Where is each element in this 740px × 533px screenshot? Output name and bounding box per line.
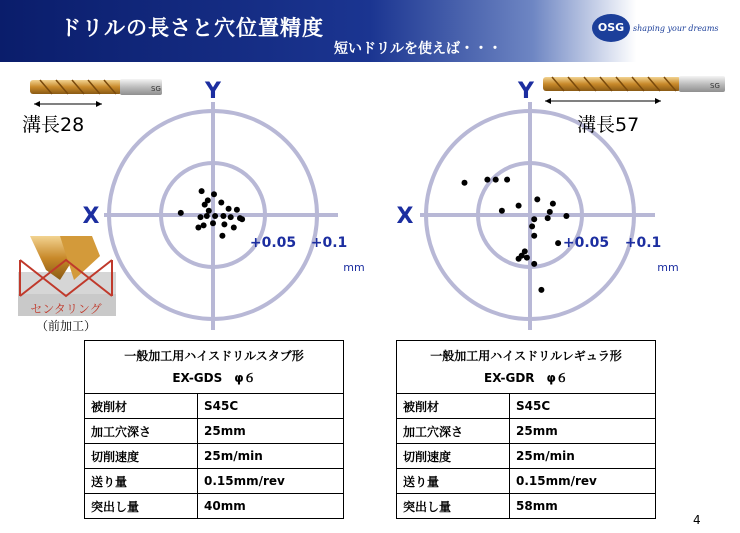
table-cell-label: 被削材 — [85, 394, 198, 419]
right-table-header-line1: 一般加工用ハイスドリルレギュラ形 — [430, 349, 622, 363]
table-cell-value: 25mm — [510, 419, 656, 444]
table-cell-value: S45C — [510, 394, 656, 419]
right-y-axis-label: Y — [518, 79, 534, 104]
left-unit-label: mm — [343, 261, 365, 274]
long-drill-marking: SG — [710, 82, 720, 90]
right-hole-point-21 — [538, 287, 544, 293]
table-row — [397, 494, 656, 519]
page-number: 4 — [693, 513, 701, 527]
right-hole-point-8 — [499, 208, 505, 214]
right-hole-point-9 — [547, 209, 553, 215]
long-drill-image — [543, 76, 725, 104]
page-title: ドリルの長さと穴位置精度 — [60, 16, 324, 40]
table-cell-label: 加工穴深さ — [85, 419, 198, 444]
left-hole-point-7 — [206, 208, 212, 214]
right-ring-label-01: +0.1 — [624, 235, 662, 251]
right-hole-point-7 — [550, 201, 556, 207]
table-row — [85, 444, 344, 469]
right-hole-point-2 — [484, 177, 490, 183]
left-hole-point-1 — [199, 188, 205, 194]
right-hole-point-17 — [524, 255, 530, 261]
table-cell-label: 突出し量 — [85, 494, 198, 519]
right-x-axis-label: X — [396, 204, 414, 229]
right-hole-point-6 — [516, 203, 522, 209]
table-row — [397, 469, 656, 494]
left-hole-point-11 — [204, 213, 210, 219]
left-hole-point-14 — [228, 214, 234, 220]
page-subtitle: 短いドリルを使えば・・・ — [334, 41, 502, 57]
left-hole-point-20 — [231, 225, 237, 231]
right-spec-table — [396, 340, 656, 519]
table-cell-label: 送り量 — [85, 469, 198, 494]
left-hole-point-19 — [195, 225, 201, 231]
right-hole-point-12 — [531, 216, 537, 222]
table-row — [397, 394, 656, 419]
table-cell-value: 58mm — [510, 494, 656, 519]
right-hole-point-4 — [504, 177, 510, 183]
right-hole-point-1 — [462, 180, 468, 186]
right-table-header — [397, 341, 656, 394]
right-hole-point-5 — [534, 196, 540, 202]
left-ring-label-01: +0.1 — [310, 235, 348, 251]
left-x-axis-label: X — [82, 204, 100, 229]
left-target-plot — [83, 79, 365, 330]
left-hole-point-17 — [210, 220, 216, 226]
table-cell-label: 被削材 — [397, 394, 510, 419]
short-drill-label: 溝長28 — [22, 114, 85, 136]
left-y-axis-label: Y — [205, 79, 221, 104]
left-hole-point-13 — [220, 213, 226, 219]
table-row — [85, 494, 344, 519]
table-cell-value: S45C — [198, 394, 344, 419]
left-hole-point-22 — [237, 215, 243, 221]
left-hole-point-12 — [212, 213, 218, 219]
left-hole-point-10 — [198, 214, 204, 220]
short-drill-marking: SG — [151, 85, 161, 93]
table-row — [85, 469, 344, 494]
right-hole-point-15 — [555, 240, 561, 246]
left-hole-point-21 — [219, 233, 225, 239]
right-unit-label: mm — [657, 261, 679, 274]
long-drill-label: 溝長57 — [577, 114, 640, 136]
centering-label: センタリング — [30, 302, 102, 316]
right-hole-point-10 — [563, 213, 569, 219]
table-cell-value: 25m/min — [510, 444, 656, 469]
left-ring-label-005: +0.05 — [249, 235, 297, 251]
left-table-header-row — [85, 341, 344, 394]
left-hole-point-6 — [178, 210, 184, 216]
table-row — [397, 419, 656, 444]
right-hole-point-13 — [529, 223, 535, 229]
table-cell-label: 加工穴深さ — [397, 419, 510, 444]
right-points-group — [462, 177, 570, 293]
left-table-header-line1: 一般加工用ハイスドリルスタブ形 — [124, 349, 304, 363]
right-ring-label-005: +0.05 — [562, 235, 610, 251]
table-row — [85, 419, 344, 444]
left-hole-point-18 — [221, 221, 227, 227]
left-table-header — [85, 341, 344, 394]
table-cell-value: 40mm — [198, 494, 344, 519]
right-hole-point-11 — [545, 215, 551, 221]
table-row — [85, 394, 344, 419]
right-hole-point-20 — [516, 256, 522, 262]
left-hole-point-4 — [202, 202, 208, 208]
left-hole-point-8 — [226, 206, 232, 212]
right-hole-point-3 — [493, 177, 499, 183]
table-cell-value: 25m/min — [198, 444, 344, 469]
left-hole-point-9 — [234, 207, 240, 213]
table-cell-label: 送り量 — [397, 469, 510, 494]
centering-sublabel: （前加工） — [35, 319, 97, 333]
company-logo: OSG — [592, 14, 630, 42]
table-cell-label: 突出し量 — [397, 494, 510, 519]
right-hole-point-19 — [531, 261, 537, 267]
left-spec-table — [84, 340, 344, 519]
left-hole-point-16 — [201, 222, 207, 228]
left-hole-point-2 — [211, 191, 217, 197]
right-hole-point-14 — [531, 233, 537, 239]
company-slogan: shaping your dreams — [633, 24, 719, 33]
table-cell-value: 0.15mm/rev — [198, 469, 344, 494]
short-drill-image — [30, 79, 162, 107]
table-cell-value: 0.15mm/rev — [510, 469, 656, 494]
left-table-header-line2: EX-GDS φ６ — [172, 371, 256, 385]
right-table-header-row — [397, 341, 656, 394]
right-table-header-line2: EX-GDR φ６ — [484, 371, 568, 385]
table-row — [397, 444, 656, 469]
table-cell-value: 25mm — [198, 419, 344, 444]
left-hole-point-5 — [218, 200, 224, 206]
table-cell-label: 切削速度 — [397, 444, 510, 469]
table-cell-label: 切削速度 — [85, 444, 198, 469]
